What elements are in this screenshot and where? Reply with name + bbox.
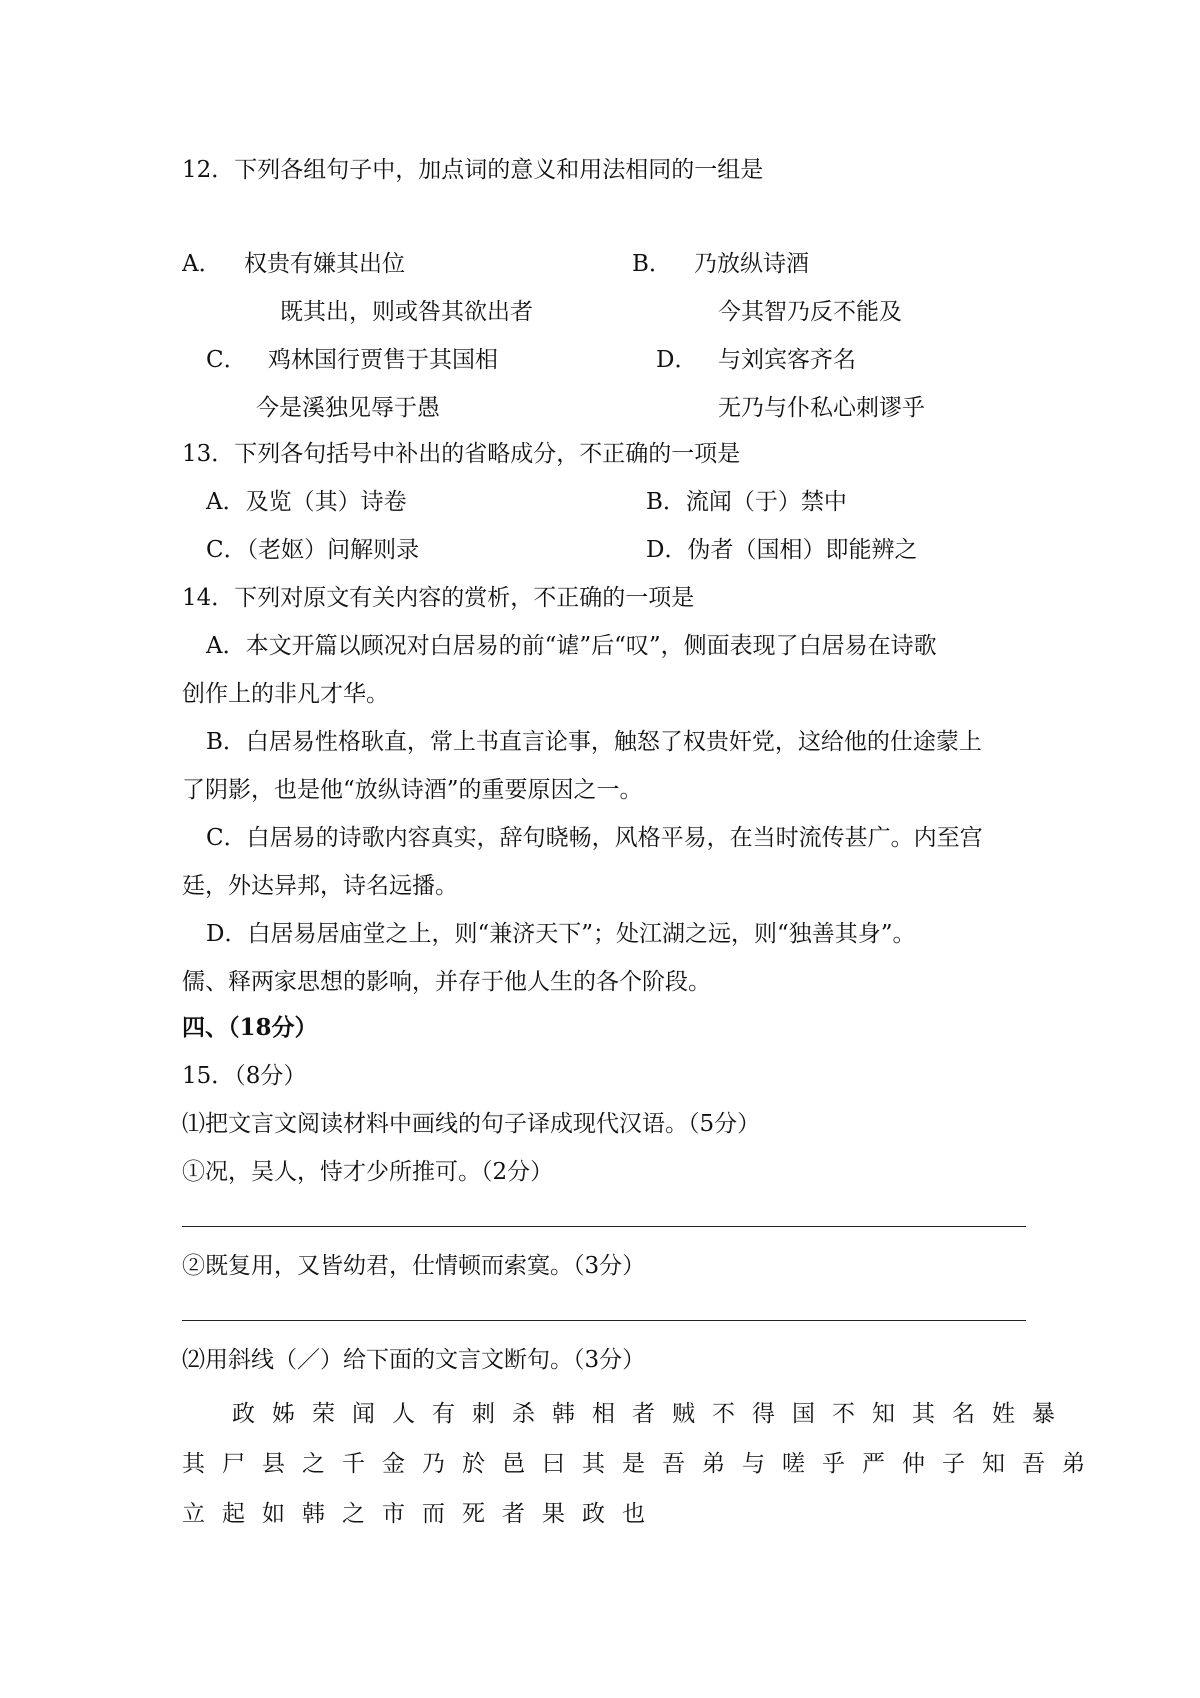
q14-option-d-line1: D．白居易居庙堂之上，则“兼济天下”；处江湖之远，则“独善其身”。 — [206, 921, 916, 947]
q12-option-b-sentence1: 乃放纵诗酒 — [694, 251, 809, 277]
q12-option-a-letter: A． — [182, 251, 222, 277]
q14-option-a-line1: A．本文开篇以顾况对白居易的前“谑”后“叹”，侧面表现了白居易在诗歌 — [206, 633, 937, 659]
q14-option-b-line1: B．白居易性格耿直，常上书直言论事，触怒了权贵奸党，这给他的仕途蒙上 — [206, 729, 982, 755]
q15-sentence2: ②既复用，又皆幼君，仕情顿而索寞。（3分） — [182, 1253, 646, 1279]
q15-part1-instruction: ⑴把文言文阅读材料中画线的句子译成现代汉语。（5分） — [182, 1111, 761, 1137]
q13-option-d: D．伪者（国相）即能辨之 — [646, 537, 918, 563]
q12-stem: 12．下列各组句子中，加点词的意义和用法相同的一组是 — [182, 157, 764, 183]
q12-option-c-sentence2: 今是溪独见辱于愚 — [256, 395, 440, 421]
q14-option-c-line1: C．白居易的诗歌内容真实，辞句晓畅，风格平易，在当时流传甚广。内至宫 — [206, 825, 983, 851]
q12-option-b-sentence2: 今其智乃反不能及 — [718, 299, 902, 325]
q12-option-b-letter: B． — [632, 251, 672, 277]
q12-option-d-sentence1: 与刘宾客齐名 — [718, 347, 856, 373]
q15-heading: 15．（8分） — [182, 1063, 307, 1089]
answer-line-2[interactable] — [182, 1320, 1026, 1321]
passage-line-2: 其尸县之千金乃於邑曰其是吾弟与嗟乎严仲子知吾弟 — [182, 1451, 1102, 1477]
q12-option-c-sentence1: 鸡林国行贾售于其国相 — [268, 347, 498, 373]
q15-part2-instruction: ⑵用斜线（／）给下面的文言文断句。（3分） — [182, 1347, 646, 1373]
q13-option-c: C．（老妪）问解则录 — [206, 537, 420, 563]
q14-option-b-line2: 了阴影，也是他“放纵诗酒”的重要原因之一。 — [182, 777, 643, 803]
q14-option-c-line2: 廷，外达异邦，诗名远播。 — [182, 873, 458, 899]
q12-option-a-sentence2: 既其出，则或咎其欲出者 — [280, 299, 533, 325]
q15-sentence1: ①况，吴人，恃才少所推可。（2分） — [182, 1159, 554, 1185]
q14-option-a-line2: 创作上的非凡才华。 — [182, 681, 389, 707]
q14-option-d-line2: 儒、释两家思想的影响，并存于他人生的各个阶段。 — [182, 969, 711, 995]
q13-option-b: B．流闻（于）禁中 — [646, 489, 847, 515]
q12-option-d-letter: D． — [656, 347, 698, 373]
q14-stem: 14．下列对原文有关内容的赏析，不正确的一项是 — [182, 585, 695, 611]
q12-option-c-letter: C． — [206, 347, 247, 373]
answer-line-1[interactable] — [182, 1226, 1026, 1227]
q13-option-a: A．及览（其）诗卷 — [206, 489, 407, 515]
section4-title: 四、（18分） — [182, 1014, 318, 1041]
q13-stem: 13．下列各句括号中补出的省略成分，不正确的一项是 — [182, 441, 741, 467]
passage-line-1: 政姊荣闻人有刺杀韩相者贼不得国不知其名姓暴 — [232, 1401, 1072, 1427]
q12-option-a-sentence1: 权贵有嫌其出位 — [244, 251, 405, 277]
q12-option-d-sentence2: 无乃与仆私心刺谬乎 — [718, 395, 925, 421]
passage-line-3: 立起如韩之市而死者果政也 — [182, 1501, 662, 1527]
